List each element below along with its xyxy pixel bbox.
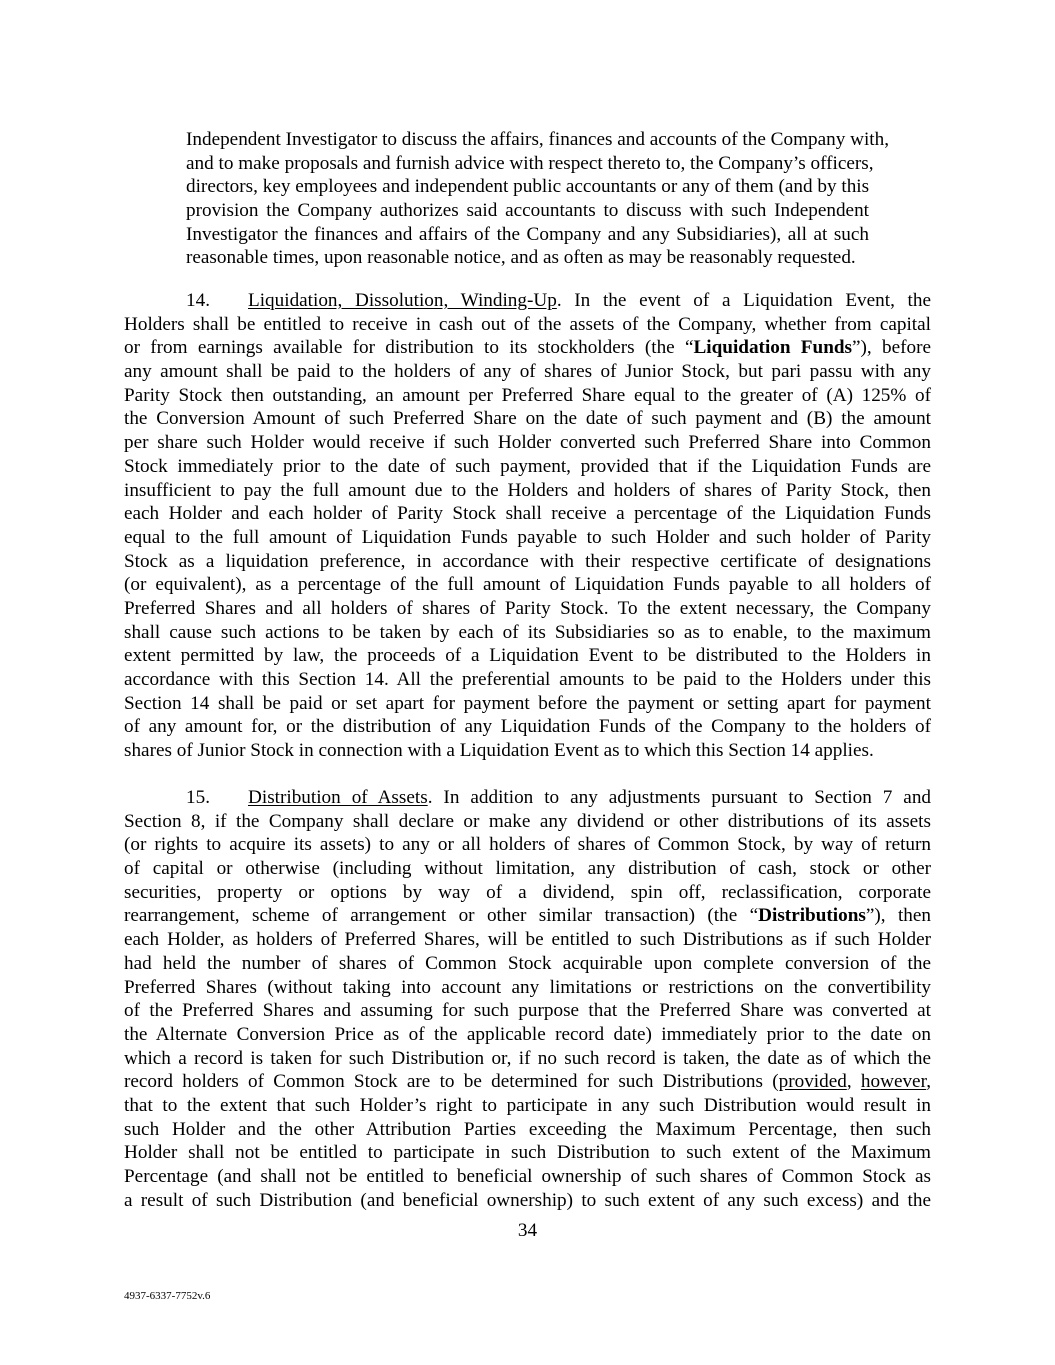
text-line: equal to the full amount of Liquidation Funds payable to such Holder and such holder of Parity [124,526,931,548]
page-number: 34 [517,1220,538,1241]
text-fragment: . In addition to any adjustments pursuant to Section 7 and [427,787,932,808]
text-line: Percentage (and shall not be entitled to beneficial ownership of such shares of Common Stock as [124,1166,931,1187]
continuation-paragraph [124,128,889,270]
text-line: each Holder, as holders of Preferred Shares, will be entitled to such Distributions as if such Holder [124,929,931,951]
section-15-paragraph [124,786,931,1212]
text-line [124,336,931,360]
text-line: which a record is taken for such Distribution or, if no such record is taken, the date as of which the [124,1047,931,1069]
text-line: Preferred Shares (without taking into account any limitations or restrictions on the convertibility [124,976,931,998]
document-id: 4937-6337-7752v.6 [124,1290,211,1302]
text-fragment: , [926,1071,931,1093]
defined-term: Distributions [758,905,866,927]
defined-term: Liquidation Funds [693,337,853,359]
text-line: any amount shall be paid to the holders of any of shares of Junior Stock, but pari passu with any [124,361,931,383]
text-line [124,904,931,928]
text-line: Investigator the finances and affairs of the Company and any Subsidiaries), all at such [186,223,869,245]
text-line: Stock immediately prior to the date of such payment, provided that if the Liquidation Funds are [124,455,931,477]
text-line: Independent Investigator to discuss the affairs, finances and accounts of the Company with, [186,129,889,150]
text-fragment: or from earnings available for distribution to its stockholders (the “ [124,337,694,359]
text-line: Section 14 shall be paid or set apart for payment before the payment or setting apart for payment [124,692,931,714]
section-heading: Distribution of Assets [248,787,428,808]
text-line: that to the extent that such Holder’s right to participate in any such Distribution would result in [124,1094,931,1116]
text-line: Stock as a liquidation preference, in accordance with their respective certificate of designations [124,550,931,572]
text-line: shares of Junior Stock in connection with a Liquidation Event as to which this Section 14 applies. [124,740,874,762]
text-line: shall cause such actions to be taken by each of its Subsidiaries so as to enable, to the maximum [124,621,931,643]
text-line: provision the Company authorizes said accountants to discuss with such Independent [186,200,869,222]
text-line: had held the number of shares of Common Stock acquirable upon complete conversion of the [124,952,931,974]
text-line: insufficient to pay the full amount due to the Holders and holders of shares of Parity Stock, then [124,479,931,501]
text-fragment: ”), then [865,905,931,927]
text-fragment: rearrangement, scheme of arrangement or other similar transaction) (the “ [124,905,759,927]
text-line [124,1070,931,1094]
text-line: directors, key employees and independent public accountants or any of them (and by this [186,176,870,198]
section-number: 14. [186,290,210,311]
section-number: 15. [186,787,210,808]
text-line: per share such Holder would receive if such Holder converted such Preferred Share into Common [124,432,931,454]
section-14-paragraph [124,289,931,763]
text-line: of capital or otherwise (including without limitation, any distribution of cash, stock or other [124,858,931,880]
text-line: Section 8, if the Company shall declare or make any dividend or other distributions of its assets [124,810,931,832]
section-heading: Liquidation, Dissolution, Winding-Up [248,290,557,311]
underlined-term-provided: provided [778,1071,847,1093]
text-line: each Holder and each holder of Parity Stock shall receive a percentage of the Liquidation Funds [124,503,931,525]
text-line: (or rights to acquire its assets) to any or all holders of shares of Common Stock, by way of return [124,834,931,856]
text-line: Preferred Shares and all holders of shares of Parity Stock. To the extent necessary, the Company [124,597,931,619]
text-fragment: . In the event of a Liquidation Event, the [556,290,931,311]
text-line: Holders shall be entitled to receive in cash out of the assets of the Company, whether from capital [124,313,931,335]
text-line: reasonable times, upon reasonable notice, and as often as may be reasonably requested. [186,247,856,269]
text-line: Parity Stock then outstanding, an amount per Preferred Share equal to the greater of (A) 125% of [124,384,931,406]
text-line: of any amount for, or the distribution of any Liquidation Funds of the Company to the holders of [124,716,931,738]
section-15-first-line [124,786,931,810]
text-line: Holder shall not be entitled to participate in such Distribution to such extent of the Maximum [124,1142,931,1164]
text-line: the Alternate Conversion Price as of the applicable record date) immediately prior to the date on [124,1023,931,1045]
text-line: accordance with this Section 14. All the preferential amounts to be paid to the Holders under this [124,669,931,690]
text-line: securities, property or options by way of a dividend, spin off, reclassification, corporate [124,881,931,903]
text-line: of the Preferred Shares and assuming for such purpose that the Preferred Share was converted at [124,1000,931,1022]
section-14-first-line [124,289,931,313]
underlined-term-however: however [860,1071,927,1093]
text-line: the Conversion Amount of such Preferred Share on the date of such payment and (B) the amount [124,408,931,430]
text-line: and to make proposals and furnish advice with respect thereto to, the Company’s officers, [186,152,874,174]
text-fragment: ”), before [852,337,931,359]
text-line: extent permitted by law, the proceeds of a Liquidation Event to be distributed to the Holders in [124,645,931,667]
text-line: such Holder and the other Attribution Parties exceeding the Maximum Percentage, then such [124,1118,931,1140]
text-line: (or equivalent), as a percentage of the full amount of Liquidation Funds payable to all holders of [124,574,931,596]
text-line: a result of such Distribution (and beneficial ownership) to such extent of any such excess) and the [124,1189,931,1211]
text-fragment: record holders of Common Stock are to be determined for such Distributions ( [124,1071,779,1093]
text-fragment: , [846,1071,861,1093]
